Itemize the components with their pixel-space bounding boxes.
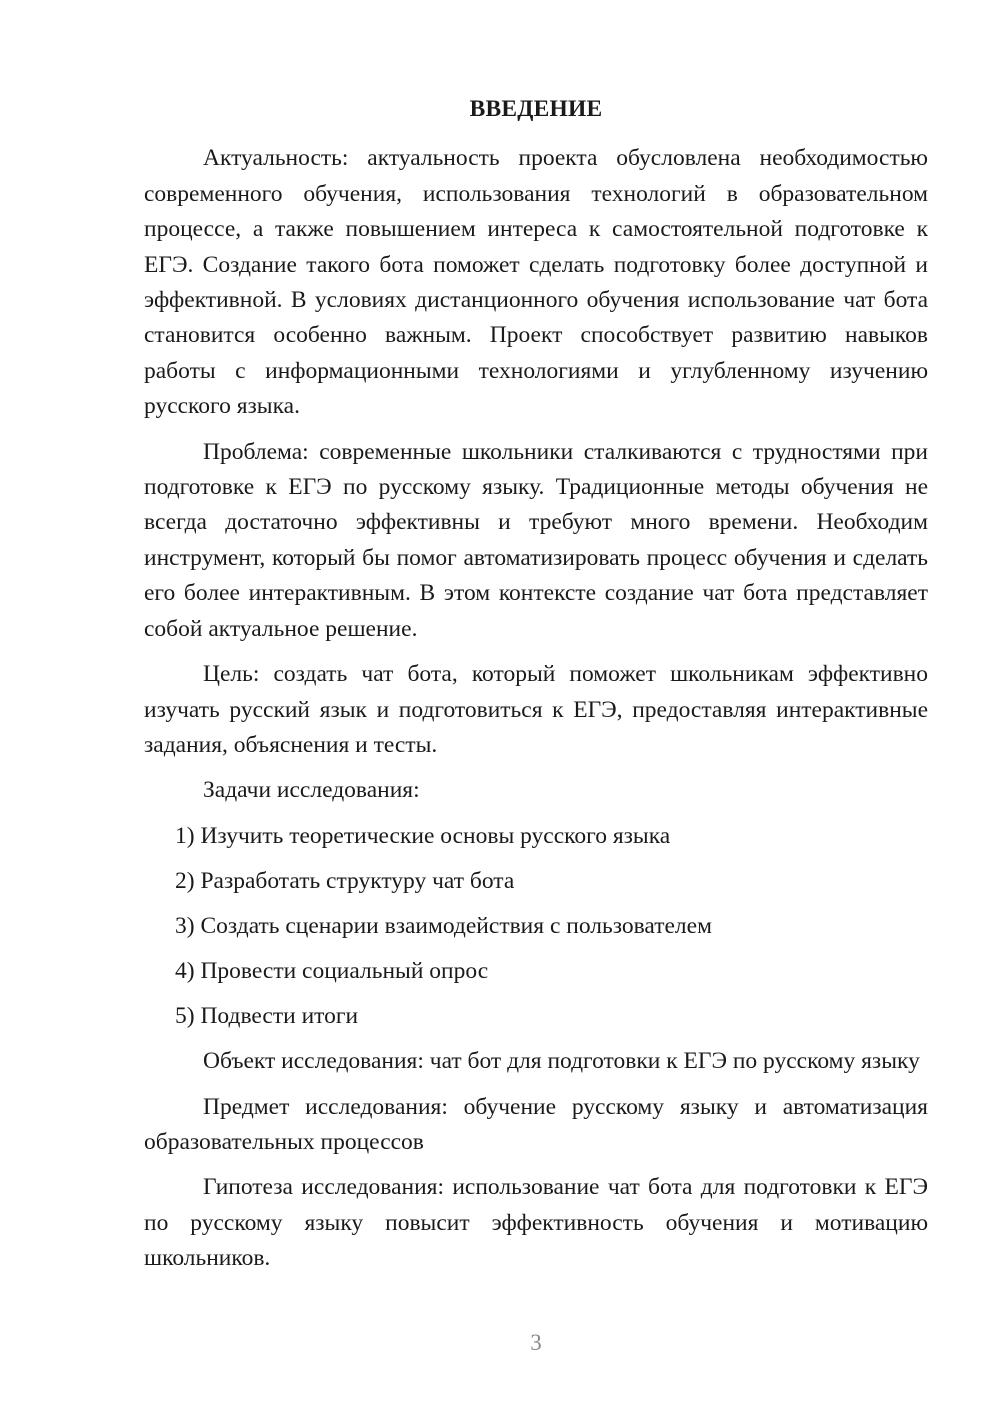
subject-paragraph: Предмет исследования: обучение русскому языку и автоматизация образовательных процессов	[144, 1093, 928, 1155]
hypothesis-paragraph: Гипотеза исследования: использование чат бота для подготовки к ЕГЭ по русскому языку повысит эффективность обучения и мотивацию школьников.	[144, 1174, 928, 1272]
page-number: 3	[530, 1330, 542, 1355]
relevance-paragraph: Актуальность: актуальность проекта обусловлена необходимостью современного обучения, использования технологий в образовательном процессе, а также повышением интереса к самостоятельной подготовке к ЕГЭ. Создание такого бота поможет сделать подготовку более доступной и эффективной. В условиях дистанционного обучения использование чат бота становится особенно важным. Проект способствует развитию навыков работы с информационными технологиями и углубленному изучению русского языка.	[144, 145, 928, 420]
problem-paragraph: Проблема: современные школьники сталкиваются с трудностями при подготовке к ЕГЭ по русскому языку. Традиционные методы обучения не всегда достаточно эффективны и требуют много времени. Необходим инструмент, который бы помог автоматизировать процесс обучения и сделать его более интерактивным. В этом контексте создание чат бота представляет собой актуальное решение.	[144, 438, 928, 642]
section-heading: ВВЕДЕНИЕ	[469, 96, 603, 122]
page-content	[144, 92, 928, 1287]
tasks-list	[144, 819, 928, 1034]
object-paragraph: Объект исследования: чат бот для подготовки к ЕГЭ по русскому языку	[203, 1048, 920, 1075]
tasks-title: Задачи исследования:	[203, 777, 420, 804]
task-item: 3) Создать сценарии взаимодействия с пользователем	[175, 912, 712, 939]
task-item: 2) Разработать структуру чат бота	[175, 867, 515, 894]
task-item: 1) Изучить теоретические основы русского языка	[175, 822, 671, 849]
goal-paragraph: Цель: создать чат бота, который поможет школьникам эффективно изучать русский язык и подготовиться к ЕГЭ, предоставляя интерактивные задания, объяснения и тесты.	[144, 661, 928, 758]
task-item: 4) Провести социальный опрос	[175, 957, 489, 984]
task-item: 5) Подвести итоги	[175, 1002, 359, 1029]
